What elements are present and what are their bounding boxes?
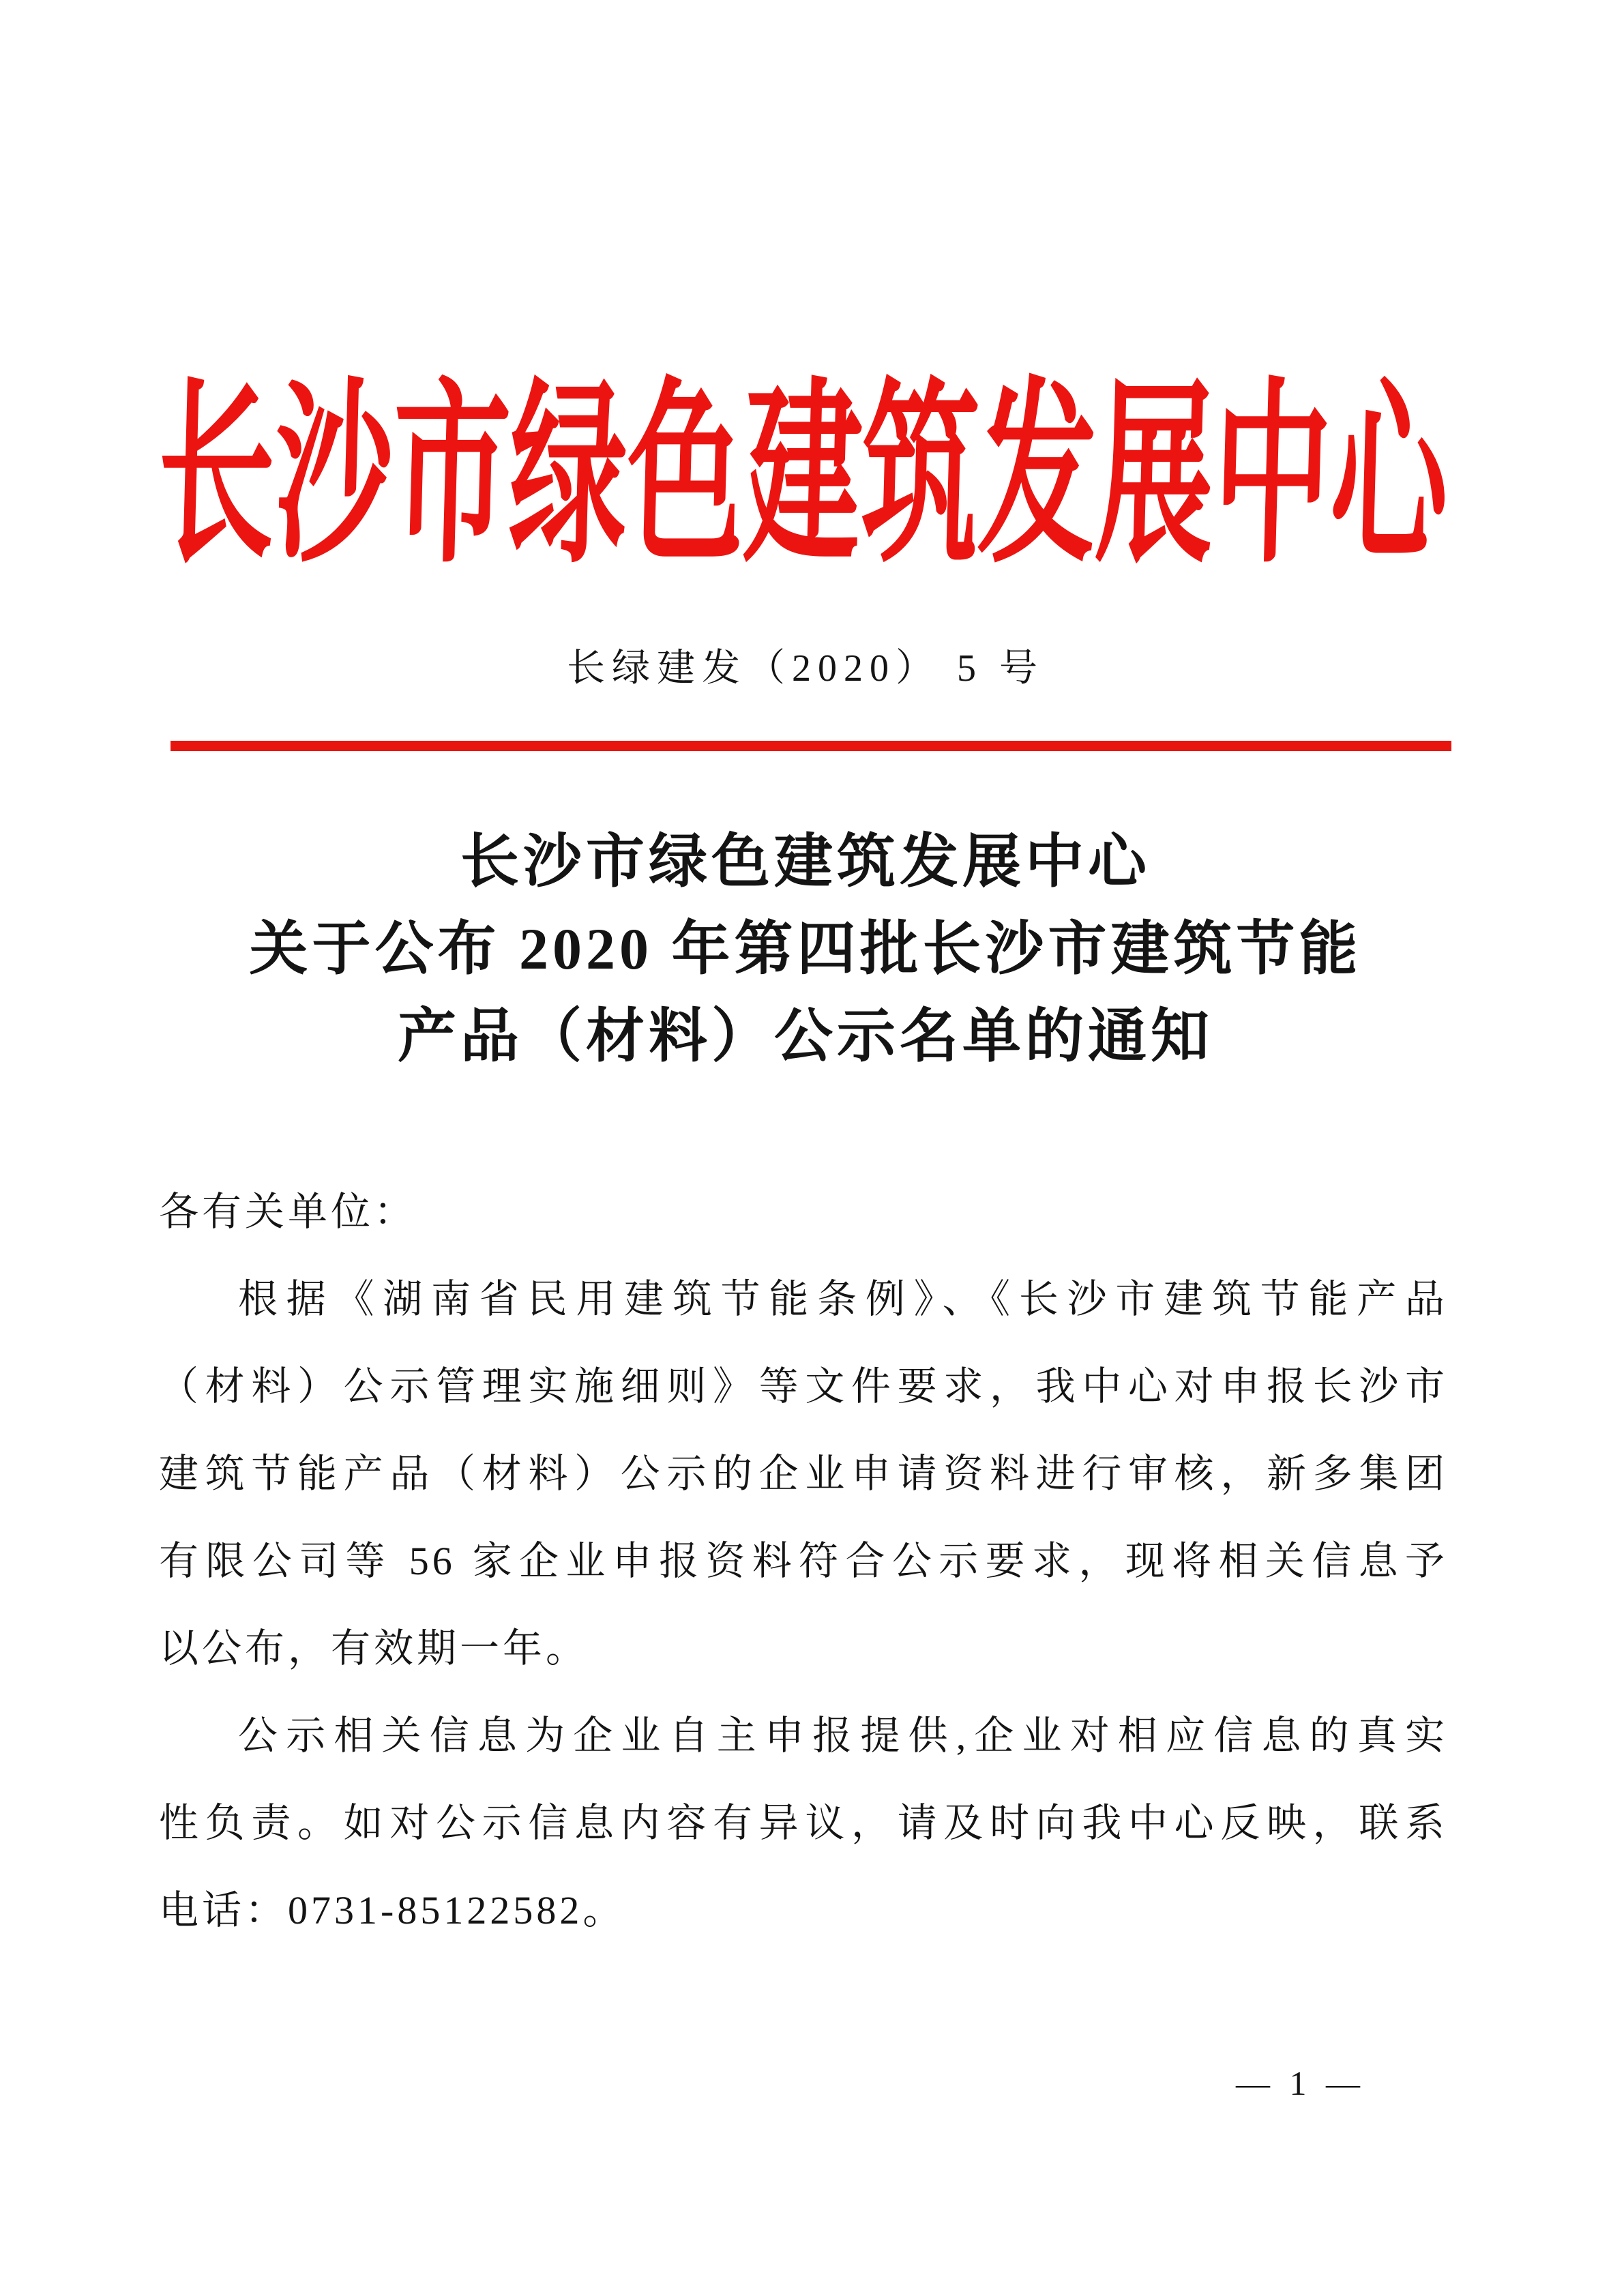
paragraph2-line-2: 性负责。如对公示信息内容有异议，请及时向我中心反映，联系 (159, 1801, 1448, 1845)
red-divider-rule (171, 741, 1451, 751)
paragraph1-line-3: 建筑节能产品（材料）公示的企业申请资料进行审核，新多集团 (159, 1452, 1448, 1496)
paragraph1-line-1: 根据《湖南省民用建筑节能条例》、《长沙市建筑节能产品 (238, 1277, 1448, 1321)
paragraph2-line-3: 电话：0731-85122582。 (159, 1888, 626, 1932)
agency-masthead-title: 长沙市绿色建筑发展中心 (155, 368, 1451, 587)
page-number: — 1 — (1236, 2064, 1365, 2102)
paragraph1-line-2: （材料）公示管理实施细则》等文件要求，我中心对申报长沙市 (159, 1364, 1448, 1409)
notice-title-line-2: 关于公布 2020 年第四批长沙市建筑节能 (249, 916, 1362, 982)
salutation: 各有关单位： (159, 1190, 417, 1234)
paragraph1-line-5: 以公布，有效期一年。 (159, 1626, 589, 1671)
notice-body (159, 1168, 1448, 1954)
notice-title-line-3: 产品（材料）公示名单的通知 (398, 1003, 1213, 1069)
paragraph2-line-1: 公示相关信息为企业自主申报提供,企业对相应信息的真实 (238, 1713, 1448, 1758)
document-reference-number: 长绿建发（2020） 5 号 (567, 647, 1044, 690)
paragraph1-line-4: 有限公司等 56 家企业申报资料符合公示要求，现将相关信息予 (159, 1539, 1448, 1583)
notice-title-line-1: 长沙市绿色建筑发展中心 (460, 829, 1151, 894)
notice-title (0, 818, 1611, 1080)
